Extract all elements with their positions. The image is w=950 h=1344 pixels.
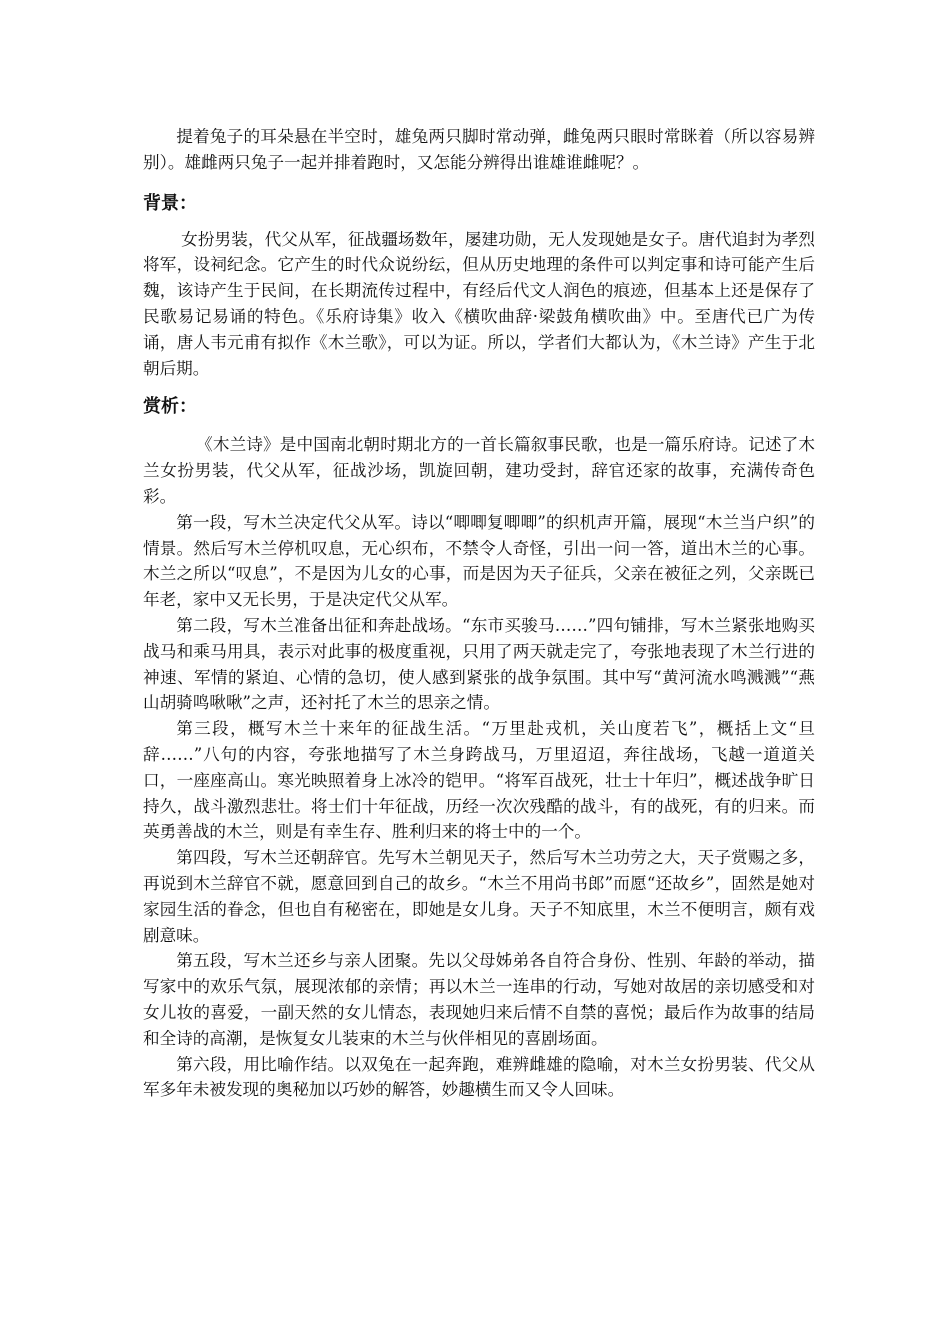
- background-paragraph: 女扮男装，代父从军，征战疆场数年，屡建功勋，无人发现她是女子。唐代追封为孝烈将军，设祠纪念。它产生的时代众说纷纭，但从历史地理的条件可以判定事和诗可能产生后魏，该诗产生于民间，在长期流传过程中，有经后代文人润色的痕迹，但基本上还是保存了民歌易记易诵的特色。《乐府诗集》收入《横吹曲辞·梁鼓角横吹曲》中。至唐代已广为传诵，唐人韦元甫有拟作《木兰歌》，可以为证。所以，学者们大都认为，《木兰诗》产生于北朝后期。: [143, 229, 815, 378]
- analysis-heading: 赏析：: [143, 396, 197, 418]
- analysis-paragraph: 第二段，写木兰准备出征和奔赴战场。“东市买骏马……”四句铺排，写木兰紧张地购买战马和乘马用具，表示对此事的极度重视，只用了两天就走完了，夸张地表现了木兰行进的神速、军情的紧迫、心情的急切，使人感到紧张的战争氛围。其中写“黄河流水鸣溅溅”“燕山胡骑鸣啾啾”之声，还衬托了木兰的思亲之情。: [143, 615, 815, 713]
- analysis-paragraph: 第六段，用比喻作结。以双兔在一起奔跑，难辨雌雄的隐喻，对木兰女扮男装、代父从军多年未被发现的奥秘加以巧妙的解答，妙趣横生而又令人回味。: [143, 1054, 815, 1100]
- intro-paragraph: 提着兔子的耳朵悬在半空时，雄兔两只脚时常动弹，雌兔两只眼时常眯着（所以容易辨别）。雄雌两只兔子一起并排着跑时，又怎能分辨得出谁雄谁雌呢？。: [143, 127, 815, 172]
- analysis-paragraph: 第一段，写木兰决定代父从军。诗以“唧唧复唧唧”的织机声开篇，展现“木兰当户织”的情景。然后写木兰停机叹息，无心织布，不禁令人奇怪，引出一问一答，道出木兰的心事。木兰之所以“叹息”，不是因为儿女的心事，而是因为天子征兵，父亲在被征之列，父亲既已年老，家中又无长男，于是决定代父从军。: [143, 512, 815, 610]
- analysis-paragraph: 第五段，写木兰还乡与亲人团聚。先以父母姊弟各自符合身份、性别、年龄的举动，描写家中的欢乐气氛，展现浓郁的亲情；再以木兰一连串的行动，写她对故居的亲切感受和对女儿妆的喜爱，一副天然的女儿情态，表现她归来后情不自禁的喜悦；最后作为故事的结局和全诗的高潮，是恢复女儿装束的木兰与伙伴相见的喜剧场面。: [143, 951, 815, 1048]
- background-heading: 背景：: [143, 192, 197, 214]
- analysis-paragraph: 《木兰诗》是中国南北朝时期北方的一首长篇叙事民歌，也是一篇乐府诗。记述了木兰女扮男装，代父从军，征战沙场，凯旋回朝，建功受封，辞官还家的故事，充满传奇色彩。: [143, 435, 815, 506]
- analysis-paragraph: 第四段，写木兰还朝辞官。先写木兰朝见天子，然后写木兰功劳之大，天子赏赐之多，再说到木兰辞官不就，愿意回到自己的故乡。“木兰不用尚书郎”而愿“还故乡”，固然是她对家园生活的眷念，但也自有秘密在，即她是女儿身。天子不知底里，木兰不便明言，颇有戏剧意味。: [143, 848, 815, 945]
- document-page: [143, 124, 815, 1103]
- analysis-paragraph: 第三段，概写木兰十来年的征战生活。“万里赴戎机，关山度若飞”，概括上文“旦辞……”八句的内容，夸张地描写了木兰身跨战马，万里迢迢，奔往战场，飞越一道道关口，一座座高山。寒光映照着身上冰冷的铠甲。“将军百战死，壮士十年归”，概述战争旷日持久，战斗激烈悲壮。将士们十年征战，历经一次次残酷的战斗，有的战死，有的归来。而英勇善战的木兰，则是有幸生存、胜利归来的将士中的一个。: [143, 719, 815, 842]
